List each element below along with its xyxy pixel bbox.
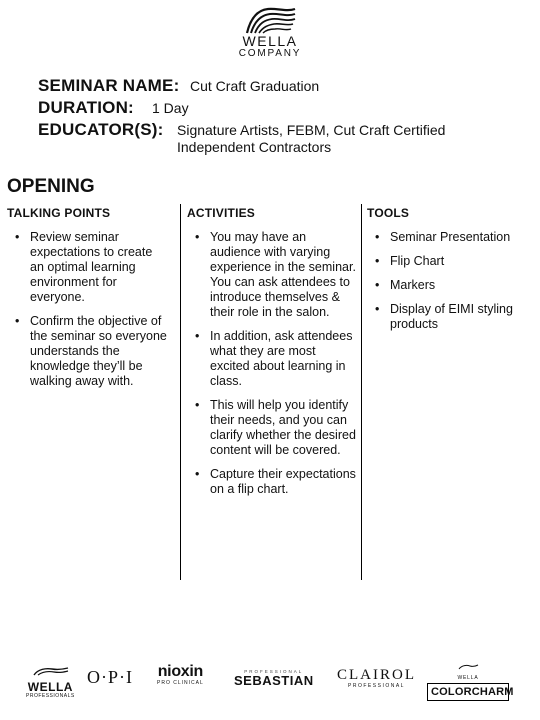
list-item: • Display of EIMI styling products [367,302,532,332]
colorcharm-logo [427,657,514,701]
educators-row [38,120,497,156]
seminar-name-label: SEMINAR NAME: [38,76,180,95]
activities-column [187,206,357,506]
sebastian-brand-name: SEBASTIAN [234,673,314,688]
list-item: • Review seminar expectations to create an optimal learning environment for everyone. [7,230,169,305]
wella-professionals-logo [26,663,75,699]
duration-row [38,98,497,120]
nioxin-brand-sub: PRO CLINICAL [157,680,204,686]
list-item: • In addition, ask attendees what they are most excited about learning in class. [187,329,357,389]
list-item: • Confirm the objective of the seminar so everyone understands the knowledge they’ll be walking away with. [7,314,169,389]
list-item: • Flip Chart [367,254,532,269]
tools-list [367,230,532,332]
tools-column [367,206,532,341]
opi-logo: O·P·I [87,667,133,687]
list-item: • Capture their expectations on a flip chart. [187,467,357,497]
wave-icon [457,664,479,670]
nioxin-logo [157,664,204,687]
brand-logos-footer [0,655,540,699]
list-item: • You may have an audience with varying experience in the seminar. You can ask attendees to introduce themselves & their role in the salon. [187,230,357,320]
clairol-brand-name: CLAIROL [337,667,416,683]
wella-company-logo [0,6,540,59]
colorcharm-brand-sub: WELLA [457,675,479,681]
nioxin-brand-name: nioxin [157,663,204,680]
column-divider [180,204,181,580]
sebastian-logo [234,669,314,688]
educators-label: EDUCATOR(S): [38,120,164,139]
column-divider [361,204,362,580]
wave-emblem-icon [235,6,305,36]
column-heading: ACTIVITIES [187,206,256,220]
seminar-name-row [38,76,497,98]
sebastian-brand-sub: PROFESSIONAL [244,669,304,674]
duration-value: 1 Day [152,100,189,116]
duration-label: DURATION: [38,98,134,117]
logo-subtitle: COMPANY [238,48,302,59]
wella-brand-name: WELLA [27,680,73,694]
seminar-name-value: Cut Craft Graduation [190,78,320,94]
column-heading: TOOLS [367,206,410,220]
list-item: • Markers [367,278,532,293]
logo-wordmark: WELLA [242,33,298,49]
activities-list [187,230,357,497]
section-title: OPENING [7,176,95,197]
clairol-logo [337,668,416,689]
talking-points-column [7,206,169,398]
seminar-info [38,76,497,156]
talking-points-list [7,230,169,389]
clairol-brand-sub: PROFESSIONAL [348,683,405,689]
educators-value: Signature Artists, FEBM, Cut Craft Certified Independent Contractors [177,122,446,155]
list-item: • Seminar Presentation [367,230,532,245]
wave-icon [30,667,70,676]
column-heading: TALKING POINTS [7,206,111,220]
colorcharm-brand-name: COLORCHARM [427,683,509,701]
list-item: • This will help you identify their needs, and you can clarify whether the desired content will be covered. [187,398,357,458]
wella-brand-sub: PROFESSIONALS [26,693,75,699]
